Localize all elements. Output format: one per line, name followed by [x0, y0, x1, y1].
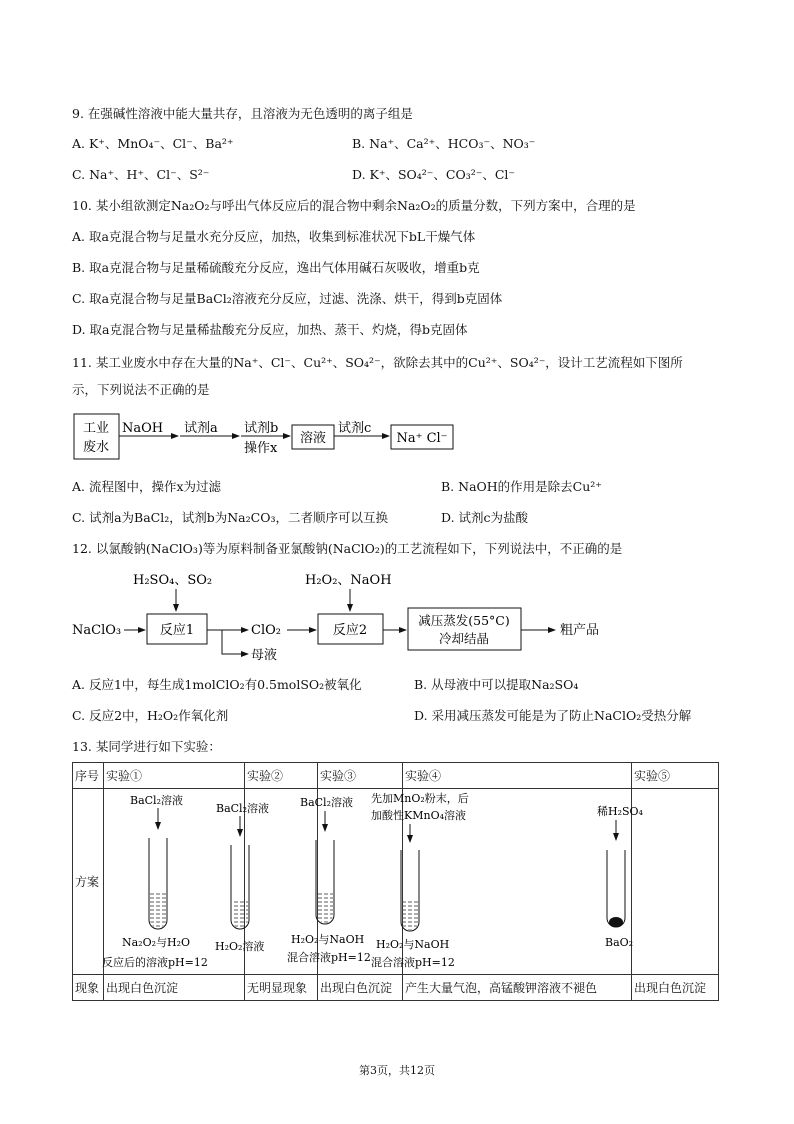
- header-cell: 序号: [73, 763, 104, 789]
- q12-byproduct-label: 母液: [251, 648, 278, 663]
- q13-stem: 13. 某同学进行如下实验：: [72, 739, 221, 754]
- q10-option-c: C. 取a克混合物与足量BaCl₂溶液充分反应，过滤、洗涤、烘干，得到b克固体: [72, 291, 503, 306]
- reagent-label-4-line2: 加酸性KMnO₄溶液: [371, 809, 466, 822]
- q11-arrow2-label: 试剂a: [184, 421, 218, 436]
- q9-option-d: D. K⁺、SO₄²⁻、CO₃²⁻、Cl⁻: [352, 167, 515, 182]
- phenomenon-cell: 出现白色沉淀: [318, 975, 403, 1001]
- reagent-label-5: 稀H₂SO₄: [597, 805, 643, 818]
- q12-mid-label: ClO₂: [251, 623, 281, 638]
- contents-3-line2: 混合溶液pH=12: [287, 951, 371, 964]
- q11-arrow1-label: NaOH: [122, 421, 164, 436]
- q12-product-label: 粗产品: [560, 623, 600, 638]
- q12-arrow-byproduct: [222, 630, 248, 654]
- q11-option-b: B. NaOH的作用是除去Cu²⁺: [441, 479, 602, 494]
- q11-arrow3-label-bottom: 操作x: [244, 441, 278, 456]
- row-label-scheme: 方案: [73, 789, 104, 975]
- contents-5-line1: BaO₂: [605, 936, 634, 949]
- header-cell: 实验②: [245, 763, 318, 789]
- scheme-cell-5: [632, 789, 719, 975]
- q12-option-c: C. 反应2中，H₂O₂作氧化剂: [72, 708, 229, 723]
- header-cell: 实验③: [318, 763, 403, 789]
- q12-start-label: NaClO₃: [72, 623, 122, 638]
- q9-stem: 9. 在强碱性溶液中能大量共存，且溶液为无色透明的离子组是: [72, 106, 413, 121]
- reagent-label-4-line1: 先加MnO₂粉末，后: [371, 792, 469, 805]
- contents-2-line1: H₂O₂溶液: [215, 940, 265, 953]
- q12-box3-line2: 冷却结晶: [438, 631, 490, 646]
- phenomenon-cell: 出现白色沉淀: [104, 975, 245, 1001]
- q9-option-a: A. K⁺、MnO₄⁻、Cl⁻、Ba²⁺: [72, 136, 234, 151]
- phenomenon-cell: 产生大量气泡，高锰酸钾溶液不褪色: [403, 975, 632, 1001]
- row-label-phenomenon: 现象: [73, 975, 104, 1001]
- scheme-cell-3: [318, 789, 403, 975]
- contents-4-line1: H₂O₂与NaOH: [376, 938, 450, 951]
- q11-option-d: D. 试剂c为盐酸: [441, 510, 529, 525]
- q9-option-b: B. Na⁺、Ca²⁺、HCO₃⁻、NO₃⁻: [352, 136, 536, 151]
- q12-box1-label: 反应1: [159, 623, 195, 638]
- phenomenon-cell: 出现白色沉淀: [632, 975, 719, 1001]
- q12-option-b: B. 从母液中可以提取Na₂SO₄: [414, 677, 579, 692]
- q12-reagent2: H₂O₂、NaOH: [305, 573, 392, 588]
- q11-stem-line1: 11. 某工业废水中存在大量的Na⁺、Cl⁻、Cu²⁺、SO₄²⁻，欲除去其中的Cu²⁺、SO₄²⁻，设计工艺流程如下图所: [72, 355, 683, 370]
- q11-option-a: A. 流程图中，操作x为过滤: [72, 479, 222, 494]
- contents-3-line1: H₂O₂与NaOH: [291, 933, 365, 946]
- reagent-label-1: BaCl₂溶液: [130, 794, 183, 807]
- scheme-cell-2: [245, 789, 318, 975]
- q13-experiment-table: [72, 762, 719, 1001]
- reagent-label-3: BaCl₂溶液: [300, 796, 353, 809]
- header-cell: 实验⑤: [632, 763, 719, 789]
- q12-option-d: D. 采用减压蒸发可能是为了防止NaClO₂受热分解: [414, 708, 692, 723]
- q9-option-c: C. Na⁺、H⁺、Cl⁻、S²⁻: [72, 167, 210, 182]
- q11-flowchart: [74, 414, 453, 459]
- q12-option-a: A. 反应1中，每生成1molClO₂有0.5molSO₂被氧化: [72, 677, 362, 692]
- q10-option-b: B. 取a克混合物与足量稀硫酸充分反应，逸出气体用碱石灰吸收，增重b克: [72, 260, 480, 275]
- q11-box1-line1: 工业: [82, 421, 110, 436]
- scheme-cell-4: [403, 789, 632, 975]
- q12-stem: 12. 以氯酸钠(NaClO₃)等为原料制备亚氯酸钠(NaClO₂)的工艺流程如下，下列说法中，不正确的是: [72, 541, 623, 556]
- q10-stem: 10. 某小组欲测定Na₂O₂与呼出气体反应后的混合物中剩余Na₂O₂的质量分数，下列方案中，合理的是: [72, 198, 636, 213]
- reagent-label-2: BaCl₂溶液: [216, 802, 269, 815]
- q12-box3-line1: 减压蒸发(55°C): [418, 613, 510, 628]
- table-row-scheme: [73, 789, 719, 975]
- q10-option-d: D. 取a克混合物与足量稀盐酸充分反应，加热、蒸干、灼烧，得b克固体: [72, 322, 468, 337]
- q11-arrow3-label-top: 试剂b: [244, 421, 279, 436]
- table-header-row: [73, 763, 719, 789]
- header-cell: 实验④: [403, 763, 632, 789]
- table-row-phenomenon: [73, 975, 719, 1001]
- q11-box3-label: Na⁺ Cl⁻: [396, 431, 448, 446]
- q10-option-a: A. 取a克混合物与足量水充分反应，加热，收集到标准状况下bL干燥气体: [72, 229, 476, 244]
- scheme-cell-1: [104, 789, 245, 975]
- q12-reagent1: H₂SO₄、SO₂: [133, 573, 213, 588]
- contents-1-line2: 反应后的溶液pH=12: [102, 956, 208, 969]
- q11-arrow4-label: 试剂c: [338, 421, 372, 436]
- header-cell: 实验①: [104, 763, 245, 789]
- q11-option-c: C. 试剂a为BaCl₂，试剂b为Na₂CO₃，二者顺序可以互换: [72, 510, 388, 525]
- page-footer: 第3页，共12页: [359, 1064, 435, 1077]
- contents-1-line1: Na₂O₂与H₂O: [122, 936, 191, 949]
- q12-box2-label: 反应2: [332, 623, 368, 638]
- q11-box1-line2: 废水: [82, 440, 110, 455]
- q12-flowchart: [72, 573, 599, 663]
- phenomenon-cell: 无明显现象: [245, 975, 318, 1001]
- contents-4-line2: 混合溶液pH=12: [371, 956, 455, 969]
- q11-stem-line2: 示，下列说法不正确的是: [72, 382, 210, 397]
- q11-box2-label: 溶液: [299, 431, 327, 446]
